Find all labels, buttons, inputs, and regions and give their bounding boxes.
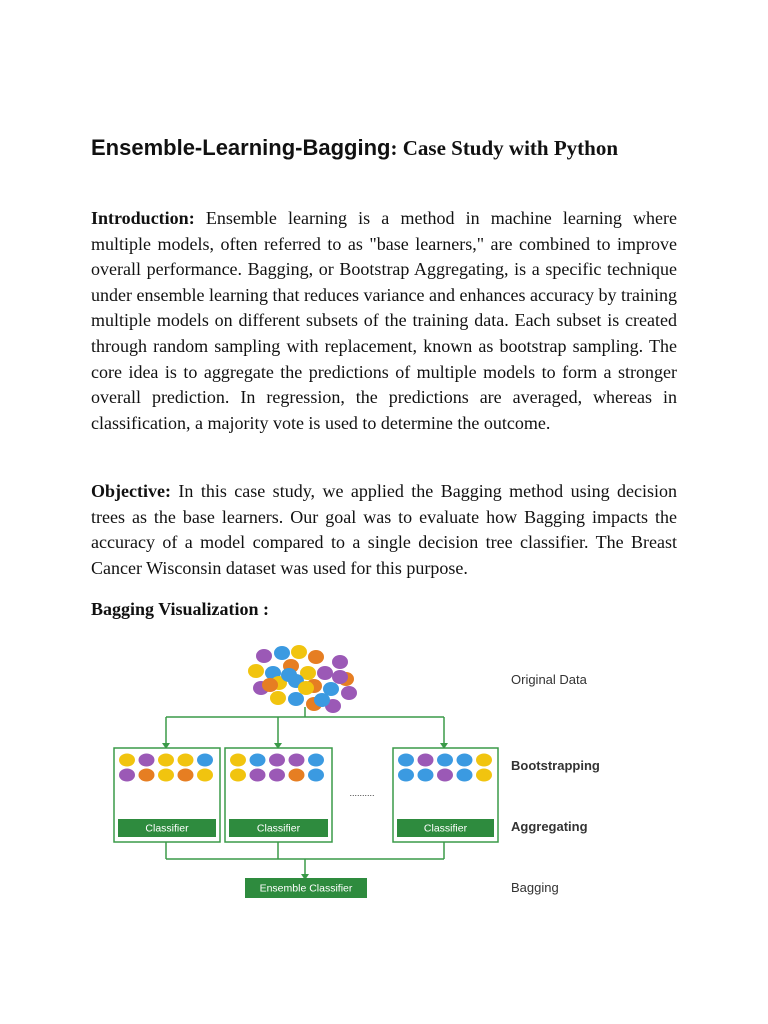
data-point-blue — [274, 646, 290, 660]
introduction-paragraph — [91, 206, 677, 436]
ensemble-classifier-label: Ensemble Classifier — [259, 882, 353, 895]
sample-point-purple — [269, 754, 285, 767]
sample-point-yellow — [178, 754, 194, 767]
sample-point-yellow — [197, 769, 213, 782]
introduction-label: Introduction: — [91, 208, 195, 228]
sample-point-purple — [119, 769, 135, 782]
sample-point-yellow — [119, 754, 135, 767]
sample-point-yellow — [158, 754, 174, 767]
data-point-blue — [314, 693, 330, 707]
data-point-purple — [317, 666, 333, 680]
sample-point-purple — [269, 769, 285, 782]
objective-label: Objective: — [91, 481, 171, 501]
sample-point-yellow — [230, 769, 246, 782]
data-point-yellow — [298, 681, 314, 695]
data-point-blue — [288, 692, 304, 706]
sample-point-blue — [418, 769, 434, 782]
page-title — [91, 128, 731, 164]
sample-point-purple — [250, 769, 266, 782]
data-point-purple — [332, 655, 348, 669]
bagging-label: Bagging — [511, 880, 559, 895]
sample-point-blue — [398, 754, 414, 767]
sample-point-purple — [139, 754, 155, 767]
data-point-purple — [256, 649, 272, 663]
original-data-cluster — [248, 645, 357, 713]
sample-point-orange — [139, 769, 155, 782]
data-point-orange — [262, 678, 278, 692]
title-subtitle: : Case Study with Python — [390, 136, 619, 160]
objective-paragraph — [91, 479, 677, 581]
sample-point-yellow — [476, 769, 492, 782]
objective-text: In this case study, we applied the Bagging method using decision trees as the base learners. Our goal was to evaluate how Bagging impacts the accuracy of a model compared to a single decision tree classifier. The Breast Cancer Wisconsin dataset was used for this purpose. — [91, 481, 678, 578]
visualization-heading: Bagging Visualization : — [91, 599, 270, 619]
data-point-blue — [281, 668, 297, 682]
data-point-yellow — [291, 645, 307, 659]
sample-box-2 — [225, 748, 332, 842]
data-point-yellow — [270, 691, 286, 705]
bootstrapping-label: Bootstrapping — [511, 758, 600, 773]
sample-point-blue — [250, 754, 266, 767]
aggregating-label: Aggregating — [511, 819, 588, 834]
sample-point-yellow — [476, 754, 492, 767]
classifier-label-2: Classifier — [256, 822, 301, 835]
sample-point-blue — [457, 769, 473, 782]
original-data-label: Original Data — [511, 672, 587, 687]
classifier-label-3: Classifier — [423, 822, 468, 835]
sample-point-blue — [457, 754, 473, 767]
data-point-purple — [332, 670, 348, 684]
sample-point-blue — [437, 754, 453, 767]
sample-point-yellow — [230, 754, 246, 767]
sample-point-orange — [289, 769, 305, 782]
sample-point-yellow — [158, 769, 174, 782]
title-main: Ensemble-Learning-Bagging — [91, 135, 391, 160]
sample-point-blue — [308, 769, 324, 782]
data-point-purple — [341, 686, 357, 700]
classifier-label-1: Classifier — [145, 822, 189, 835]
ellipsis: .......... — [349, 788, 375, 798]
ensemble-classifier-box — [245, 878, 367, 898]
sample-point-blue — [398, 769, 414, 782]
data-point-yellow — [248, 664, 264, 678]
sample-box-3 — [393, 748, 498, 842]
sample-point-purple — [437, 769, 453, 782]
sample-point-blue — [197, 754, 213, 767]
sample-point-purple — [289, 754, 305, 767]
sample-point-blue — [308, 754, 324, 767]
introduction-text: Ensemble learning is a method in machine learning where multiple models, often referred to as "base learners," are combined to improve overall performance. Bagging, or Bootstrap Aggregating, is a specific technique under ensemble learning that reduces variance and enhances accuracy by training multiple models on different subsets of the training data. Each subset is created through random sampling with replacement, known as bootstrap sampling. The core idea is to aggregate the predictions of multiple models to form a stronger overall prediction. In regression, the predictions are averaged, whereas in classification, a majority vote is used to determine the outcome. — [91, 208, 678, 433]
sample-box-1 — [114, 748, 220, 842]
bagging-diagram — [0, 630, 768, 910]
sample-point-purple — [418, 754, 434, 767]
data-point-orange — [308, 650, 324, 664]
sample-point-orange — [178, 769, 194, 782]
